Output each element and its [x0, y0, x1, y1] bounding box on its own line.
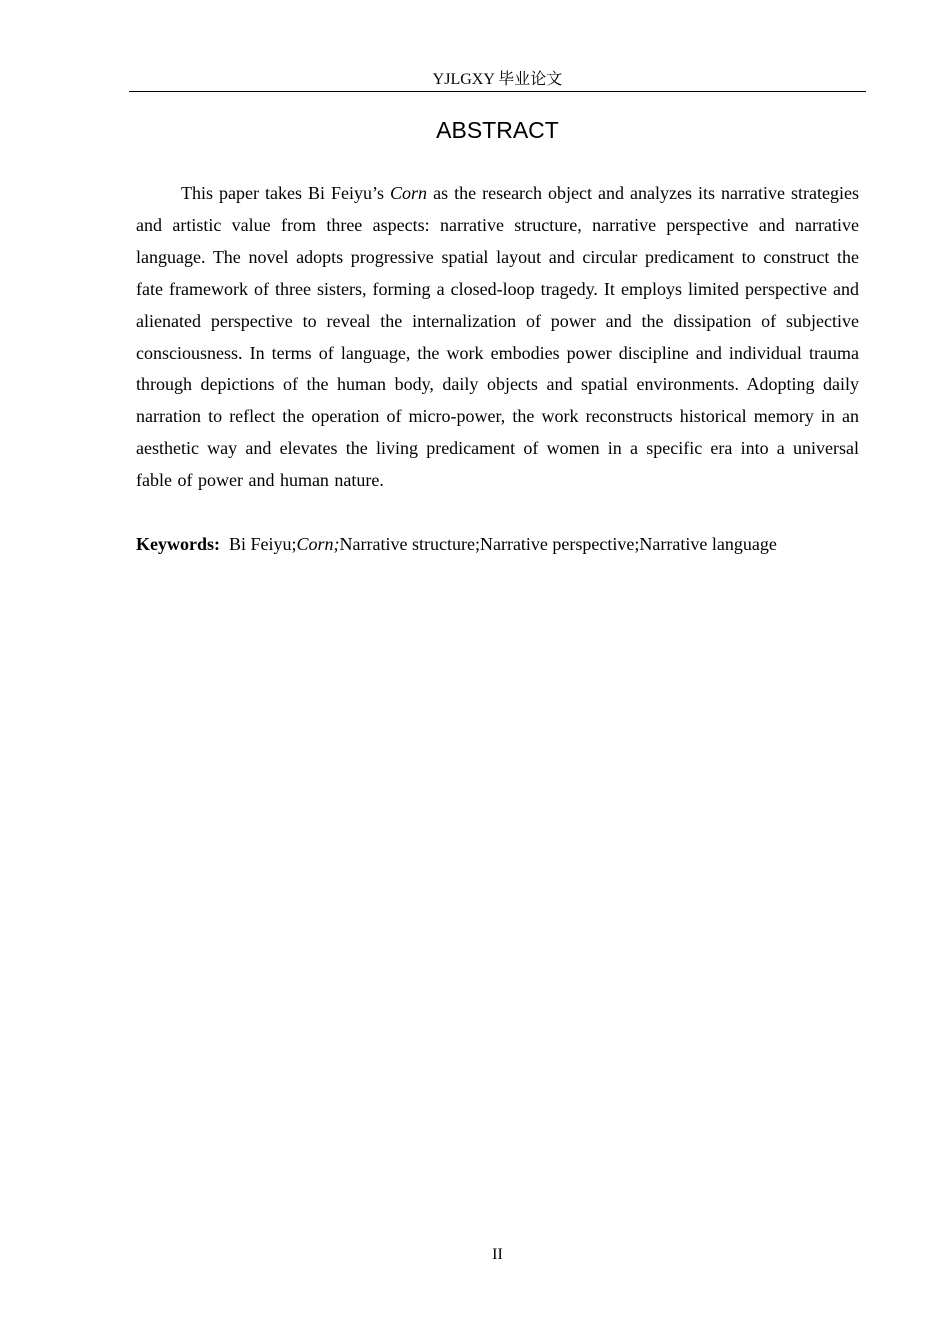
header-rule [129, 91, 866, 92]
keywords-label: Keywords: [136, 534, 220, 554]
keywords-line [136, 529, 859, 561]
keyword-2: Corn; [296, 534, 340, 554]
abstract-body-italic-title: Corn [390, 183, 428, 203]
page-number: II [492, 1246, 503, 1263]
abstract-body [136, 178, 859, 497]
keyword-1: Bi Feiyu; [229, 534, 297, 554]
abstract-body-text-2: as the research object and analyzes its narrative strategies and artistic value from three aspects: narrative structure, narrative perspective and narrative language. The novel adopts progressive spatial layout and circular predicament to construct the fate framework of three sisters, forming a closed-loop tragedy. It employs limited perspective and alienated perspective to reveal the internalization of power and the dissipation of subjective consciousness. In terms of language, the work embodies power discipline and individual trauma through depictions of the human body, daily objects and spatial environments. Adopting daily narration to reflect the operation of micro-power, the work reconstructs historical memory in an aesthetic way and elevates the living predicament of women in a specific era into a universal fable of power and human nature. [136, 183, 859, 491]
abstract-title: ABSTRACT [436, 117, 559, 143]
running-header: YJLGXY 毕业论文 [432, 71, 563, 88]
abstract-body-text-1: This paper takes Bi Feiyu’s [181, 183, 391, 203]
keyword-3: Narrative structure;Narrative perspective;Narrative language [339, 534, 777, 554]
